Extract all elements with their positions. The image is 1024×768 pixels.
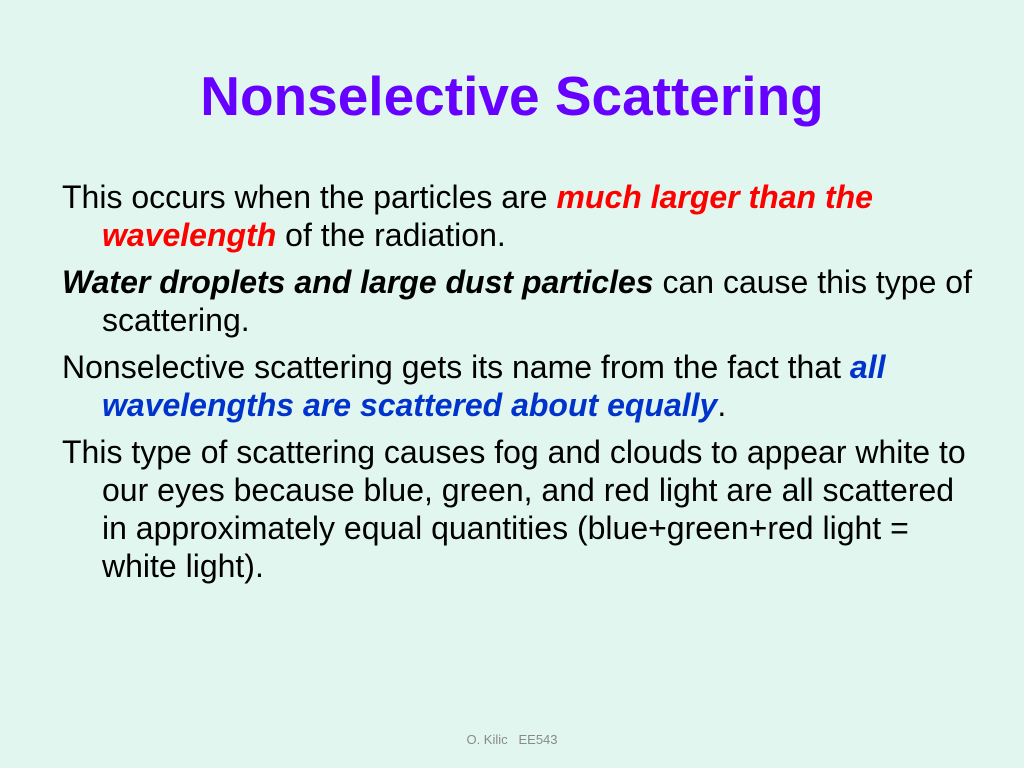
- bullet-item: [62, 348, 972, 424]
- footer-course: EE543: [518, 732, 558, 747]
- bullet-item: [62, 433, 972, 585]
- emphasis-text: all wavelengths are scattered about equally: [102, 349, 886, 423]
- bullet-text: .: [717, 387, 727, 423]
- slide-footer: [0, 732, 1024, 747]
- emphasis-text: much larger than the wavelength: [102, 179, 873, 253]
- bullet-text: of the radiation.: [276, 217, 506, 253]
- bullet-text: Nonselective scattering gets its name from the fact that: [62, 349, 850, 385]
- bullet-item: [62, 263, 972, 339]
- bullet-item: [62, 178, 972, 254]
- footer-author: O. Kilic: [466, 732, 508, 747]
- bullet-text: This occurs when the particles are: [62, 179, 557, 215]
- bullet-list: [62, 178, 972, 594]
- slide-title: Nonselective Scattering: [200, 65, 824, 127]
- emphasis-text: Water droplets and large dust particles: [62, 264, 654, 300]
- bullet-text: This type of scattering causes fog and clouds to appear white to our eyes because blue, green, and red light are all scattered in approximately equal quantities (blue+green+red light = white light).: [62, 434, 966, 584]
- bullet-text: can cause this type of scattering.: [102, 264, 972, 338]
